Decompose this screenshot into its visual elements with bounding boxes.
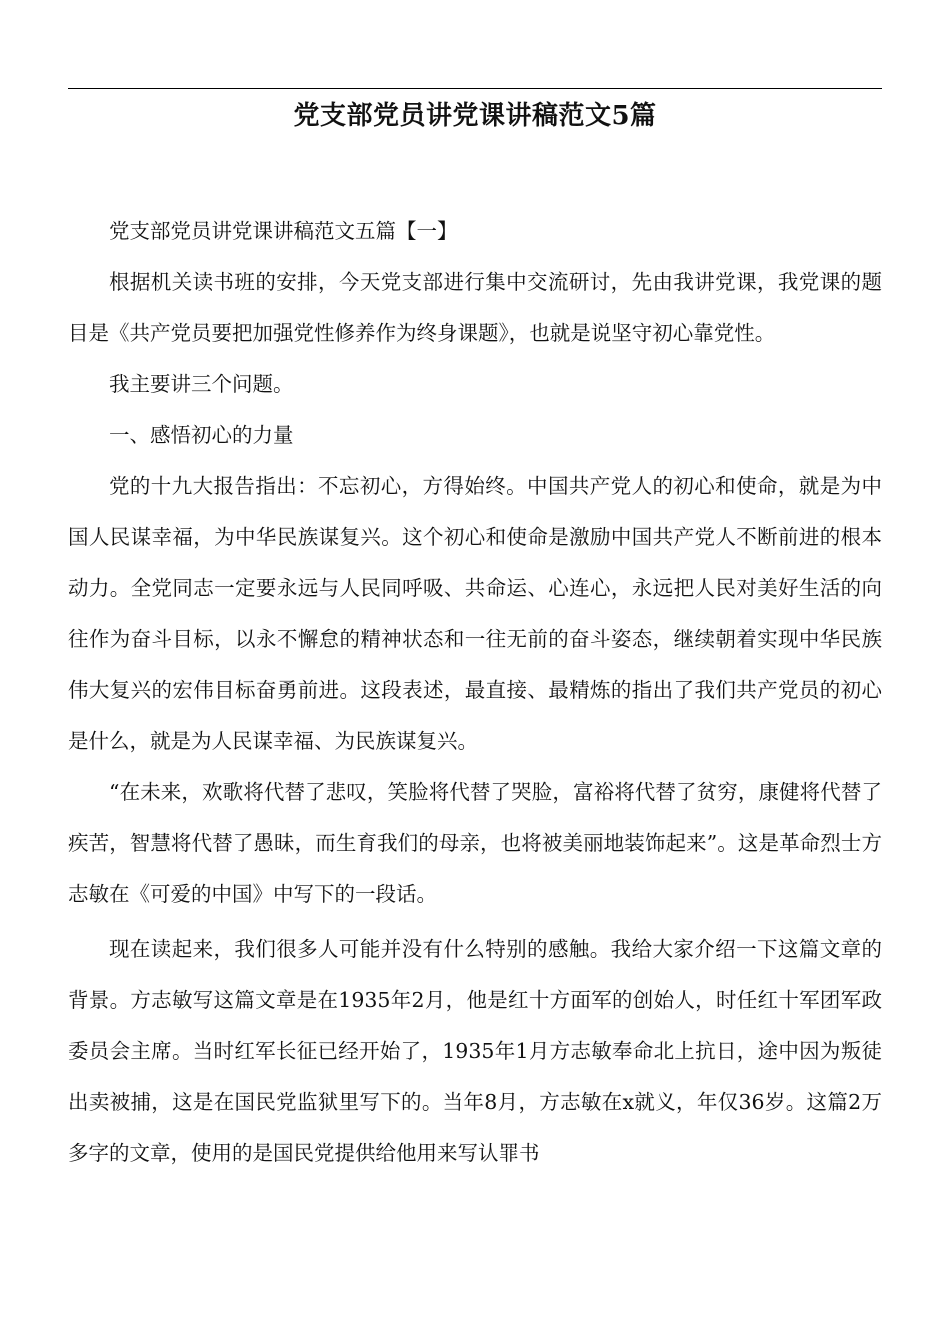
body-paragraph: 我主要讲三个问题。 [109, 372, 294, 396]
body-paragraph: 现在读起来，我们很多人可能并没有什么特别的感触。我给大家介绍一下这篇文章的背景。方志敏写这篇文章是在1935年2月，他是红十方面军的创始人，时任红十军团军政委员会主席。当时红军长征已经开始了，1935年1月方志敏奉命北上抗日，途中因为叛徒出卖被捕，这是在国民党监狱里写下的。当年8月，方志敏在x就义，年仅36岁。这篇2万多字的文章，使用的是国民党提供给他用来写认罪书 [68, 937, 882, 1165]
document-title: 党支部党员讲党课讲稿范文5篇 [293, 101, 657, 131]
section-heading-1: 党支部党员讲党课讲稿范文五篇【一】 [109, 219, 458, 243]
subsection-heading: 一、感悟初心的力量 [109, 423, 294, 447]
header-rule [68, 88, 882, 89]
quote-paragraph: “在未来，欢歌将代替了悲叹，笑脸将代替了哭脸，富裕将代替了贫穷，康健将代替了疾苦，智慧将代替了愚昧，而生育我们的母亲，也将被美丽地装饰起来”。这是革命烈士方志敏在《可爱的中国》中写下的一段话。 [68, 780, 882, 906]
document-body [68, 206, 882, 1179]
body-paragraph: 根据机关读书班的安排，今天党支部进行集中交流研讨，先由我讲党课，我党课的题目是《共产党员要把加强党性修养作为终身课题》，也就是说坚守初心靠党性。 [68, 270, 882, 345]
body-paragraph: 党的十九大报告指出：不忘初心，方得始终。中国共产党人的初心和使命，就是为中国人民谋幸福，为中华民族谋复兴。这个初心和使命是激励中国共产党人不断前进的根本动力。全党同志一定要永远与人民同呼吸、共命运、心连心，永远把人民对美好生活的向往作为奋斗目标，以永不懈怠的精神状态和一往无前的奋斗姿态，继续朝着实现中华民族伟大复兴的宏伟目标奋勇前进。这段表述，最直接、最精炼的指出了我们共产党员的初心是什么，就是为人民谋幸福、为民族谋复兴。 [68, 474, 882, 753]
